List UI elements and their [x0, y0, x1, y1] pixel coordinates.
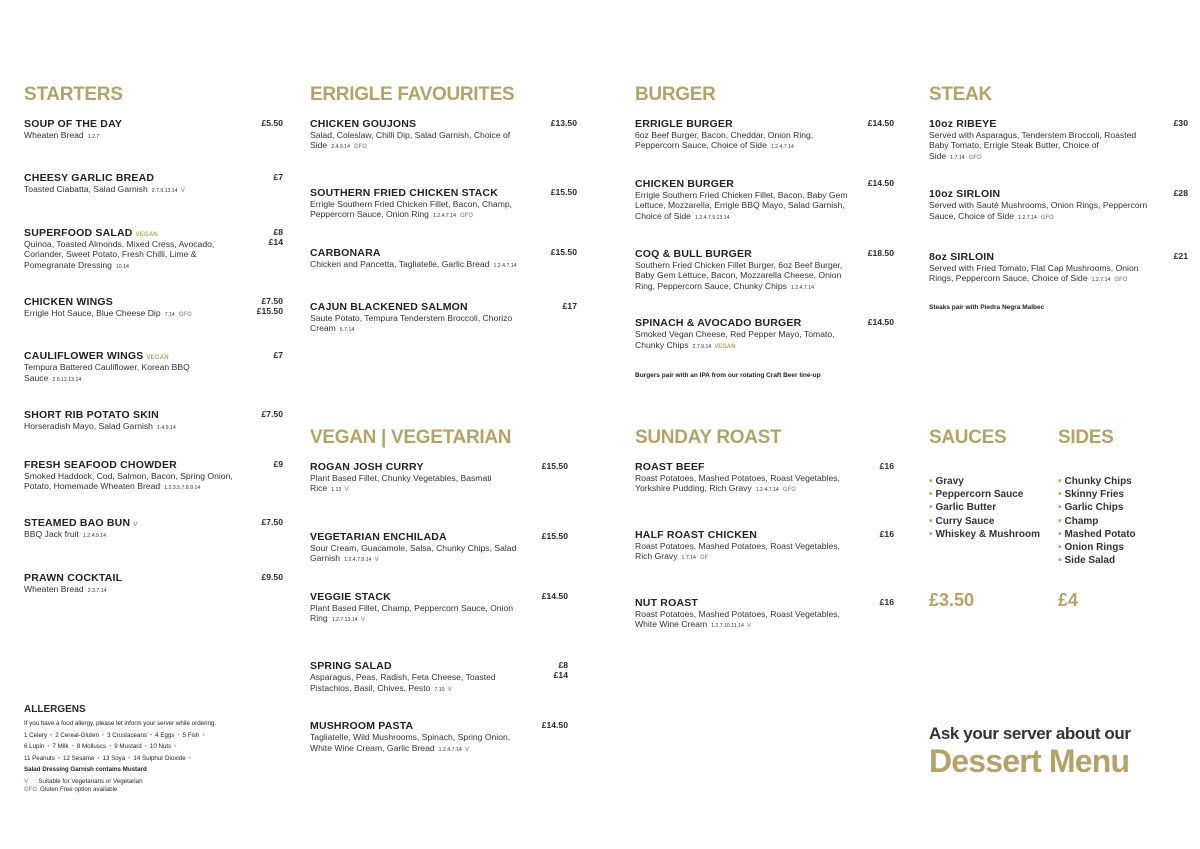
allergen-codes: 2.9.12.13.14 — [52, 376, 82, 383]
allergen-codes: 2.7.9.14 — [692, 343, 712, 350]
separator-dot-icon: • — [177, 731, 180, 739]
item-description: Horseradish Mayo, Salad Garnish 1.4.9.14 — [24, 421, 176, 432]
item-description: Plant Based Fillet, Chunky Vegetables, Basmati Rice 1.13 V — [310, 473, 492, 494]
bullet-icon: • — [929, 502, 933, 514]
list-item-label: Curry Sauce — [935, 515, 995, 527]
starters-heading: STARTERS — [24, 84, 123, 105]
separator-dot-icon: • — [101, 731, 105, 739]
item-description: Roast Potatoes, Mashed Potatoes, Roast Vegetables, Yorkshire Pudding, Rich Gravy 1.2.4.7.14 GFO — [635, 473, 840, 494]
item-name: 10oz SIRLOIN — [929, 188, 1001, 201]
item-name-tag: V — [133, 521, 138, 529]
price-line: £5.50 — [261, 118, 283, 128]
sauces-heading: SAUCES — [929, 427, 1007, 448]
allergens-heading: ALLERGENS — [24, 704, 86, 715]
menu-item — [24, 350, 283, 385]
item-price — [1174, 118, 1188, 128]
steak-heading: STEAK — [929, 84, 992, 105]
v-key: V — [24, 777, 29, 785]
dessert-line-2: Dessert Menu — [929, 743, 1130, 779]
menu-item — [635, 178, 894, 223]
allergen-entry: 9 Mustard — [114, 743, 142, 750]
item-price — [880, 529, 894, 539]
diet-tag: V — [746, 622, 752, 630]
favourites-list — [310, 118, 577, 336]
allergen-codes: 1.2.4.7.14 — [770, 144, 794, 151]
allergen-codes: 1.2.7 — [87, 134, 100, 140]
list-item — [929, 528, 1054, 541]
item-description: Chicken and Pancetta, Tagliatelle, Garlic Bread 1.2.4.7.14 — [310, 258, 517, 269]
item-price — [273, 459, 283, 469]
sides-heading: SIDES — [1058, 427, 1114, 448]
vegan-heading: VEGAN | VEGETARIAN — [310, 427, 512, 448]
allergen-codes: 10.14 — [115, 263, 129, 270]
item-price — [542, 591, 568, 601]
item-description: Wheaten Bread 2.3.7.14 — [24, 583, 107, 594]
list-item — [1058, 475, 1188, 488]
menu-item — [310, 301, 577, 336]
menu-item — [310, 591, 568, 626]
item-description: Smoked Haddock, Cod, Salmon, Bacon, Spring Onion, Potato, Homemade Wheaten Bread 1.2.3.5.7.8.9.14 — [24, 470, 233, 492]
price-line: £28 — [1173, 188, 1188, 199]
item-name: ROGAN JOSH CURRY — [310, 461, 424, 473]
price-line: £21 — [1173, 251, 1188, 262]
item-price — [1174, 188, 1188, 198]
item-name: HALF ROAST CHICKEN — [635, 528, 758, 541]
item-price — [273, 350, 283, 360]
steak-section — [929, 84, 1188, 311]
price-line: £15.50 — [550, 246, 577, 257]
item-name: CHICKEN GOUJONS — [310, 118, 417, 130]
price-line: £17 — [562, 301, 577, 312]
item-description: Smoked Vegan Cheese, Red Pepper Mayo, Tomato, Chunky Chips 2.7.9.14 VEGAN — [635, 329, 835, 350]
item-price — [880, 461, 894, 471]
diet-tag: GFO — [1040, 214, 1054, 221]
menu-item — [24, 172, 283, 196]
allergens-mustard-note: Salad Dressing Garnish contains Mustard — [24, 766, 147, 773]
item-description: Roast Potatoes, Mashed Potatoes, Roast Vegetables, White Wine Cream 1.2.7.10.11.14 V — [635, 608, 840, 630]
vegan-list — [310, 461, 568, 755]
separator-dot-icon: • — [47, 743, 50, 750]
item-description: Tagliatelle, Wild Mushrooms, Spinach, Spring Onion, White Wine Cream, Garlic Bread 1.2.4.7.14 V — [310, 732, 511, 753]
price-line: £16 — [879, 461, 894, 471]
list-item-label: Onion Rings — [1064, 542, 1124, 554]
bullet-icon: • — [1058, 489, 1062, 501]
allergen-codes: 1.2.7.13.14 — [331, 617, 358, 624]
sauces-list — [929, 475, 1054, 541]
item-name: 8oz SIRLOIN — [929, 251, 995, 264]
item-description: Saute Potato, Tempura Tenderstem Broccoli, Chorizo Cream 5.7.14 — [310, 313, 513, 334]
allergen-codes: 1.2.7.14 — [1091, 277, 1111, 284]
item-price — [1174, 251, 1188, 261]
price-line: £9.50 — [261, 571, 283, 582]
menu-item — [635, 461, 894, 496]
list-item-label: Peppercorn Sauce — [935, 489, 1024, 501]
item-name: SUPERFOOD SALAD VEGAN — [24, 226, 158, 239]
menu-item — [310, 660, 568, 695]
item-name: VEGGIE STACK — [310, 590, 391, 603]
item-description: Toasted Ciabatta, Salad Garnish 2.7.9.13.14 V — [24, 184, 186, 195]
separator-dot-icon: • — [149, 731, 153, 739]
diet-tag: GFO — [460, 213, 474, 220]
diet-tag: V — [360, 616, 365, 624]
item-name: 10oz RIBEYE — [929, 118, 997, 130]
allergen-codes: 1.2.4.7.14 — [790, 284, 814, 291]
price-line: £18.50 — [867, 248, 894, 259]
menu-item — [24, 118, 283, 142]
allergen-codes: 1.2.7.10.11.14 — [711, 623, 744, 630]
menu-item — [310, 187, 577, 222]
bullet-icon: • — [1058, 542, 1062, 554]
item-name: CHICKEN WINGS — [24, 296, 113, 309]
favourites-section — [310, 84, 577, 336]
bullet-icon: • — [929, 515, 933, 527]
item-description: Quinoa, Toasted Almonds, Mixed Cress, Avocado, Coriander, Sweet Potato, Fresh Chilli, Lime & Pomegranate Dressing 10.14 — [24, 238, 215, 270]
allergen-entry: 8 Molluscs — [76, 743, 107, 750]
roast-section — [635, 427, 894, 631]
price-line: £15.50 — [550, 186, 577, 197]
item-price — [868, 317, 894, 327]
allergen-codes: 2.4.9.14 — [331, 144, 350, 151]
item-name: FRESH SEAFOOD CHOWDER — [24, 458, 177, 471]
menu-item — [929, 188, 1188, 223]
item-price — [261, 409, 283, 419]
item-description: Southern Fried Chicken Fillet Burger, 6oz Beef Burger, Baby Gem Lettuce, Bacon, Mozzarella Cheese, Onion Ring, Peppercorn Sauce, Chunky Chips 1.2.4.7.14 — [635, 260, 843, 291]
diet-tag: GFO — [353, 144, 367, 151]
item-price — [554, 660, 568, 680]
allergens-section — [24, 704, 284, 794]
separator-dot-icon: • — [128, 754, 131, 762]
price-line: £14.50 — [541, 590, 568, 601]
allergen-codes: 5.7.14 — [339, 327, 355, 334]
diet-tag: V — [180, 187, 186, 195]
allergen-entry: 14 Sulphur Dioxide — [133, 754, 186, 762]
diet-tag: GFO — [782, 487, 796, 494]
allergen-entry: 12 Sesame — [63, 754, 95, 762]
item-description: Served with Asparagus, Tenderstem Broccoli, Roasted Baby Tomato, Errigle Steak Butter, Choice of Side 1.7.14 GFO — [929, 130, 1137, 161]
item-name: STEAMED BAO BUN V — [24, 517, 138, 530]
list-item — [929, 488, 1054, 501]
allergen-codes: 1.2.4.7.9.14 — [344, 557, 372, 564]
menu-item — [24, 572, 283, 596]
list-item — [1058, 488, 1188, 501]
item-name: NUT ROAST — [635, 596, 699, 609]
item-price — [542, 531, 568, 541]
list-item-label: Garlic Butter — [935, 502, 997, 514]
menu-item — [24, 296, 283, 320]
price-line: £14.50 — [867, 118, 894, 128]
favourites-heading: ERRIGLE FAVOURITES — [310, 84, 515, 105]
allergen-codes: 1.2.4.7.14 — [432, 213, 457, 220]
allergen-entry: 11 Peanuts — [24, 754, 55, 762]
item-description: Plant Based Fillet, Champ, Peppercorn Sauce, Onion Ring 1.2.7.13.14 V — [310, 602, 514, 624]
allergen-codes: 1.2.4.9.14 — [82, 533, 106, 540]
price-line: £14.50 — [867, 317, 894, 328]
bullet-icon: • — [1058, 515, 1062, 527]
steak-list — [929, 118, 1188, 286]
price-line: £16 — [879, 596, 894, 607]
item-price — [551, 187, 577, 197]
allergen-entry: 10 Nuts — [149, 743, 172, 750]
burger-list — [635, 118, 894, 352]
menu-item — [310, 247, 577, 271]
allergen-entry: 6 Lupin — [24, 743, 45, 750]
allergen-codes: 1.2.4.7.14 — [438, 746, 462, 753]
sauces-section — [929, 427, 1054, 610]
dessert-line-1: Ask your server about our — [929, 724, 1131, 743]
diet-tag: GFO — [1114, 277, 1128, 284]
item-name: CAULIFLOWER WINGS VEGAN — [24, 350, 169, 363]
item-name: SOUP OF THE DAY — [24, 118, 123, 130]
list-item-label: Mashed Potato — [1064, 528, 1136, 540]
item-name: VEGETARIAN ENCHILADA — [310, 530, 447, 543]
list-item — [1058, 541, 1188, 554]
list-item — [929, 501, 1054, 514]
item-description: Salad, Coleslaw, Chilli Dip, Salad Garnish, Choice of Side 2.4.9.14 GFO — [310, 130, 511, 151]
separator-dot-icon: • — [202, 731, 205, 739]
item-name-tag: VEGAN — [146, 355, 169, 362]
item-description: Errigle Southern Fried Chicken Fillet, Bacon, Baby Gem Lettuce, Mozzarella, Errigle BBQ Mayo, Salad Garnish, Choice of Side 1.2.4.7.9.13.14 — [635, 189, 848, 221]
item-price — [261, 572, 283, 582]
menu-item — [635, 248, 894, 293]
allergen-codes: 2.3.7.14 — [87, 587, 107, 594]
price-line: £14 — [268, 236, 283, 247]
allergens-intro: If you have a food allergy, please let inform your server while ordering. — [24, 720, 217, 727]
allergen-codes: 7.10 — [434, 686, 445, 693]
bullet-icon: • — [1058, 502, 1062, 514]
list-item-label: Garlic Chips — [1064, 502, 1124, 514]
item-price — [257, 296, 283, 316]
item-name: COQ & BULL BURGER — [635, 248, 752, 261]
menu-item — [310, 720, 568, 755]
burger-heading: BURGER — [635, 84, 716, 105]
allergen-codes: 1.2.7.14 — [1018, 214, 1037, 221]
allergen-codes: 1.4.9.14 — [156, 425, 176, 432]
price-line: £14.50 — [867, 177, 894, 188]
price-line: £7.50 — [261, 296, 283, 307]
allergen-entry: 13 Soya — [102, 754, 126, 762]
item-description: BBQ Jack fruit 1.2.4.9.14 — [24, 529, 106, 540]
list-item-label: Skinny Fries — [1064, 489, 1124, 501]
menu-item — [635, 317, 894, 352]
price-line: £8 — [558, 660, 568, 671]
diet-tag: V — [447, 685, 452, 693]
menu-item — [929, 118, 1188, 163]
item-price — [261, 517, 283, 527]
price-line: £7 — [273, 350, 283, 361]
price-line: £15.50 — [256, 306, 283, 317]
allergen-codes: 1.2.3.5.7.8.9.14 — [164, 485, 201, 492]
item-description: Served with Sauté Mushrooms, Onion Rings, Peppercorn Sauce, Choice of Side 1.2.7.14 GFO — [929, 200, 1148, 221]
allergens-line-2 — [24, 741, 284, 753]
item-description: Asparagus, Peas, Radish, Feta Cheese, Toasted Pistachios, Basil, Chives, Pesto 7.10 V — [310, 672, 496, 693]
list-item — [929, 515, 1054, 528]
item-price — [563, 301, 577, 311]
v-key-text: Suitable for Vegetarians or Vegetarian — [38, 777, 143, 785]
item-price — [542, 461, 568, 471]
allergen-codes: 1.7.14 — [681, 555, 696, 562]
item-price — [868, 118, 894, 128]
price-line: £30 — [1173, 118, 1188, 128]
diet-tag: V — [344, 486, 349, 494]
separator-dot-icon: • — [188, 754, 191, 762]
menu-item — [24, 227, 283, 272]
list-item — [1058, 554, 1188, 567]
price-line: £9 — [273, 458, 283, 469]
list-item-label: Champ — [1064, 515, 1099, 527]
item-name: CHICKEN BURGER — [635, 177, 735, 190]
separator-dot-icon: • — [144, 743, 147, 750]
item-name-tag: VEGAN — [135, 231, 158, 238]
list-item-label: Gravy — [935, 476, 964, 487]
item-name: SPINACH & AVOCADO BURGER — [635, 317, 802, 330]
allergen-entry: 4 Eggs — [155, 731, 175, 739]
item-price — [261, 118, 283, 128]
list-item-label: Chunky Chips — [1064, 476, 1132, 487]
menu-item — [24, 409, 283, 433]
price-line: £7 — [273, 172, 283, 183]
diet-tag: GFO — [178, 312, 192, 319]
item-price — [269, 227, 283, 247]
item-price — [273, 172, 283, 182]
allergen-codes: 2.7.9.13.14 — [151, 188, 178, 195]
item-description: Wheaten Bread 1.2.7 — [24, 130, 100, 140]
bullet-icon: • — [929, 476, 933, 487]
item-price — [551, 118, 577, 128]
separator-dot-icon: • — [97, 754, 100, 762]
diet-tag: V — [374, 556, 379, 564]
steak-note: Steaks pair with Piedra Negra Malbec — [929, 303, 1045, 311]
sides-price: £4 — [1058, 590, 1079, 610]
item-description: Errigle Hot Sauce, Blue Cheese Dip 7.14 GFO — [24, 308, 192, 319]
bullet-icon: • — [1058, 555, 1062, 567]
item-description: Sour Cream, Guacamole, Salsa, Chunky Chips, Salad Garnish 1.2.4.7.9.14 V — [310, 542, 517, 564]
allergens-line-1 — [24, 730, 284, 742]
starters-section — [24, 84, 283, 596]
price-line: £15.50 — [541, 530, 568, 541]
allergen-codes: 1.2.4.7.9.13.14 — [694, 214, 730, 221]
menu-item — [24, 459, 283, 494]
separator-dot-icon: • — [109, 743, 112, 750]
item-description: 6oz Beef Burger, Bacon, Cheddar, Onion Ring, Peppercorn Sauce, Choice of Side 1.2.4.7.14 — [635, 130, 814, 151]
dessert-promo — [929, 724, 1189, 778]
item-description: Served with Fried Tomato, Flat Cap Mushrooms, Onion Rings, Peppercorn Sauce, Choice of Side 1.2.7.14 GFO — [929, 263, 1139, 284]
roast-list — [635, 461, 894, 631]
diet-tag: VEGAN — [714, 343, 736, 350]
diet-tag: V — [464, 745, 470, 753]
allergen-entry: 3 Crustaceans — [107, 731, 147, 739]
allergen-codes: 1.13 — [331, 487, 342, 494]
list-item — [1058, 515, 1188, 528]
menu-item — [635, 597, 894, 632]
item-name: SHORT RIB POTATO SKIN — [24, 409, 159, 422]
price-line: £8 — [273, 226, 283, 237]
item-name: ERRIGLE BURGER — [635, 118, 733, 130]
item-price — [551, 247, 577, 257]
price-line: £14 — [553, 670, 568, 681]
bullet-icon: • — [1058, 528, 1062, 540]
price-line: £14.50 — [541, 720, 568, 731]
bullet-icon: • — [929, 528, 933, 540]
diet-tag: GFO — [968, 154, 982, 161]
allergen-codes: 1.2.4.7.14 — [755, 487, 779, 494]
vegan-section — [310, 427, 568, 755]
allergen-entry: 2 Cereal-Gluten — [55, 731, 99, 739]
allergens-line-3 — [24, 753, 284, 765]
sauces-price: £3.50 — [929, 590, 975, 610]
item-price — [542, 720, 568, 730]
menu-item — [929, 251, 1188, 286]
starters-list — [24, 118, 283, 596]
item-price — [880, 597, 894, 607]
list-item-label: Whiskey & Mushroom — [935, 528, 1040, 540]
item-name: SOUTHERN FRIED CHICKEN STACK — [310, 186, 498, 199]
gfo-key-text: Gluten Free option available — [40, 785, 118, 793]
burger-note: Burgers pair with an IPA from our rotating Craft Beer line-up — [635, 372, 821, 380]
burger-section — [635, 84, 894, 379]
gfo-key: GFO — [24, 786, 37, 793]
price-line: £7.50 — [261, 517, 283, 528]
menu-item — [310, 461, 568, 496]
list-item — [929, 475, 1054, 488]
bullet-icon: • — [1058, 476, 1062, 487]
allergen-codes: 1.7.14 — [950, 154, 965, 161]
separator-dot-icon: • — [57, 754, 61, 762]
list-item — [1058, 528, 1188, 541]
item-price — [868, 248, 894, 258]
menu-item — [310, 118, 577, 153]
item-price — [868, 178, 894, 188]
price-line: £13.50 — [550, 118, 577, 128]
allergen-entry: 7 Milk — [52, 743, 69, 750]
allergen-entry: 5 Fish — [182, 731, 200, 739]
item-name: PRAWN COCKTAIL — [24, 571, 123, 584]
menu-item — [635, 118, 894, 153]
price-line: £16 — [879, 528, 894, 539]
item-name: CARBONARA — [310, 246, 381, 259]
allergen-entry: 1 Celery — [24, 731, 48, 739]
roast-heading: SUNDAY ROAST — [635, 427, 782, 448]
item-description: Tempura Battered Cauliflower, Korean BBQ Sauce 2.9.12.13.14 — [24, 362, 190, 383]
item-description: Errigle Southern Fried Chicken Fillet, Bacon, Champ, Peppercorn Sauce, Onion Ring 1.2.4.7.14 GFO — [310, 198, 513, 220]
price-line: £7.50 — [261, 409, 283, 420]
price-line: £15.50 — [541, 461, 568, 471]
list-item-label: Side Salad — [1064, 555, 1116, 567]
menu-item — [24, 517, 283, 541]
item-name: CHEESY GARLIC BREAD — [24, 172, 155, 185]
sides-list — [1058, 475, 1188, 567]
item-name: MUSHROOM PASTA — [310, 720, 414, 733]
item-name: ROAST BEEF — [635, 461, 705, 473]
list-item — [1058, 501, 1188, 514]
item-name: SPRING SALAD — [310, 660, 392, 673]
menu-item — [635, 529, 894, 564]
allergen-codes: 1.2.4.7.14 — [493, 262, 517, 269]
separator-dot-icon: • — [50, 731, 53, 739]
separator-dot-icon: • — [71, 743, 74, 750]
sides-section — [1058, 427, 1188, 610]
item-description: Roast Potatoes, Mashed Potatoes, Roast Vegetables, Rich Gravy 1.7.14 GF — [635, 540, 840, 562]
menu-item — [310, 531, 568, 566]
separator-dot-icon: • — [174, 743, 177, 750]
bullet-icon: • — [929, 489, 933, 501]
item-name: CAJUN BLACKENED SALMON — [310, 301, 468, 314]
diet-tag: GF — [699, 555, 709, 562]
allergen-codes: 7.14 — [164, 312, 175, 319]
